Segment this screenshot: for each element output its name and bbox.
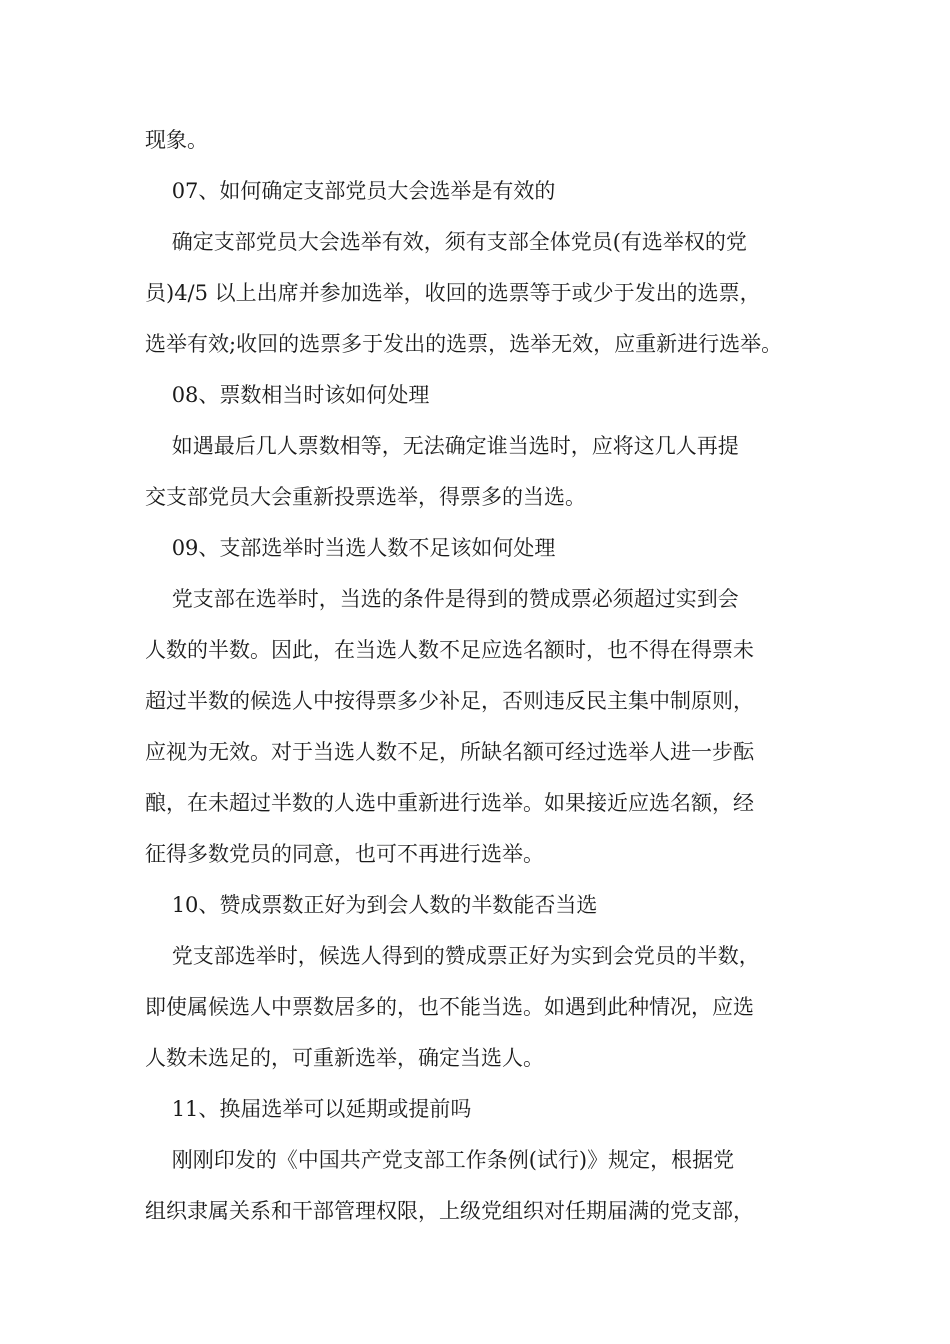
text-line: 党支部选举时，候选人得到的赞成票正好为实到会党员的半数， xyxy=(145,944,760,968)
text-line: 酿，在未超过半数的人选中重新进行选举。如果接近应选名额，经 xyxy=(145,791,754,815)
text-line: 党支部在选举时，当选的条件是得到的赞成票必须超过实到会 xyxy=(145,587,739,611)
text-line: 应视为无效。对于当选人数不足，所缺名额可经过选举人进一步酝 xyxy=(145,740,754,764)
text-line: 选举有效;收回的选票多于发出的选票，选举无效，应重新进行选举。 xyxy=(145,332,783,356)
section-heading-11: 11、换届选举可以延期或提前吗 xyxy=(145,1097,472,1121)
text-line: 征得多数党员的同意，也可不再进行选举。 xyxy=(145,842,544,866)
section-heading-10: 10、赞成票数正好为到会人数的半数能否当选 xyxy=(145,893,598,917)
text-line: 员)4/5 以上出席并参加选举，收回的选票等于或少于发出的选票， xyxy=(145,281,761,305)
text-line: 即使属候选人中票数居多的，也不能当选。如遇到此种情况，应选 xyxy=(145,995,754,1019)
text-line: 确定支部党员大会选举有效，须有支部全体党员(有选举权的党 xyxy=(145,230,747,254)
text-line: 刚刚印发的《中国共产党支部工作条例(试行)》规定，根据党 xyxy=(145,1148,735,1172)
text-line: 现象。 xyxy=(145,128,208,152)
text-line: 如遇最后几人票数相等，无法确定谁当选时，应将这几人再提 xyxy=(145,434,739,458)
section-heading-08: 08、票数相当时该如何处理 xyxy=(145,383,430,407)
text-line: 组织隶属关系和干部管理权限，上级党组织对任期届满的党支部， xyxy=(145,1199,754,1223)
text-line: 超过半数的候选人中按得票多少补足，否则违反民主集中制原则， xyxy=(145,689,754,713)
text-line: 人数未选足的，可重新选举，确定当选人。 xyxy=(145,1046,544,1070)
section-heading-09: 09、支部选举时当选人数不足该如何处理 xyxy=(145,536,556,560)
text-line: 交支部党员大会重新投票选举，得票多的当选。 xyxy=(145,485,586,509)
text-line: 人数的半数。因此，在当选人数不足应选名额时，也不得在得票未 xyxy=(145,638,754,662)
section-heading-07: 07、如何确定支部党员大会选举是有效的 xyxy=(145,179,556,203)
